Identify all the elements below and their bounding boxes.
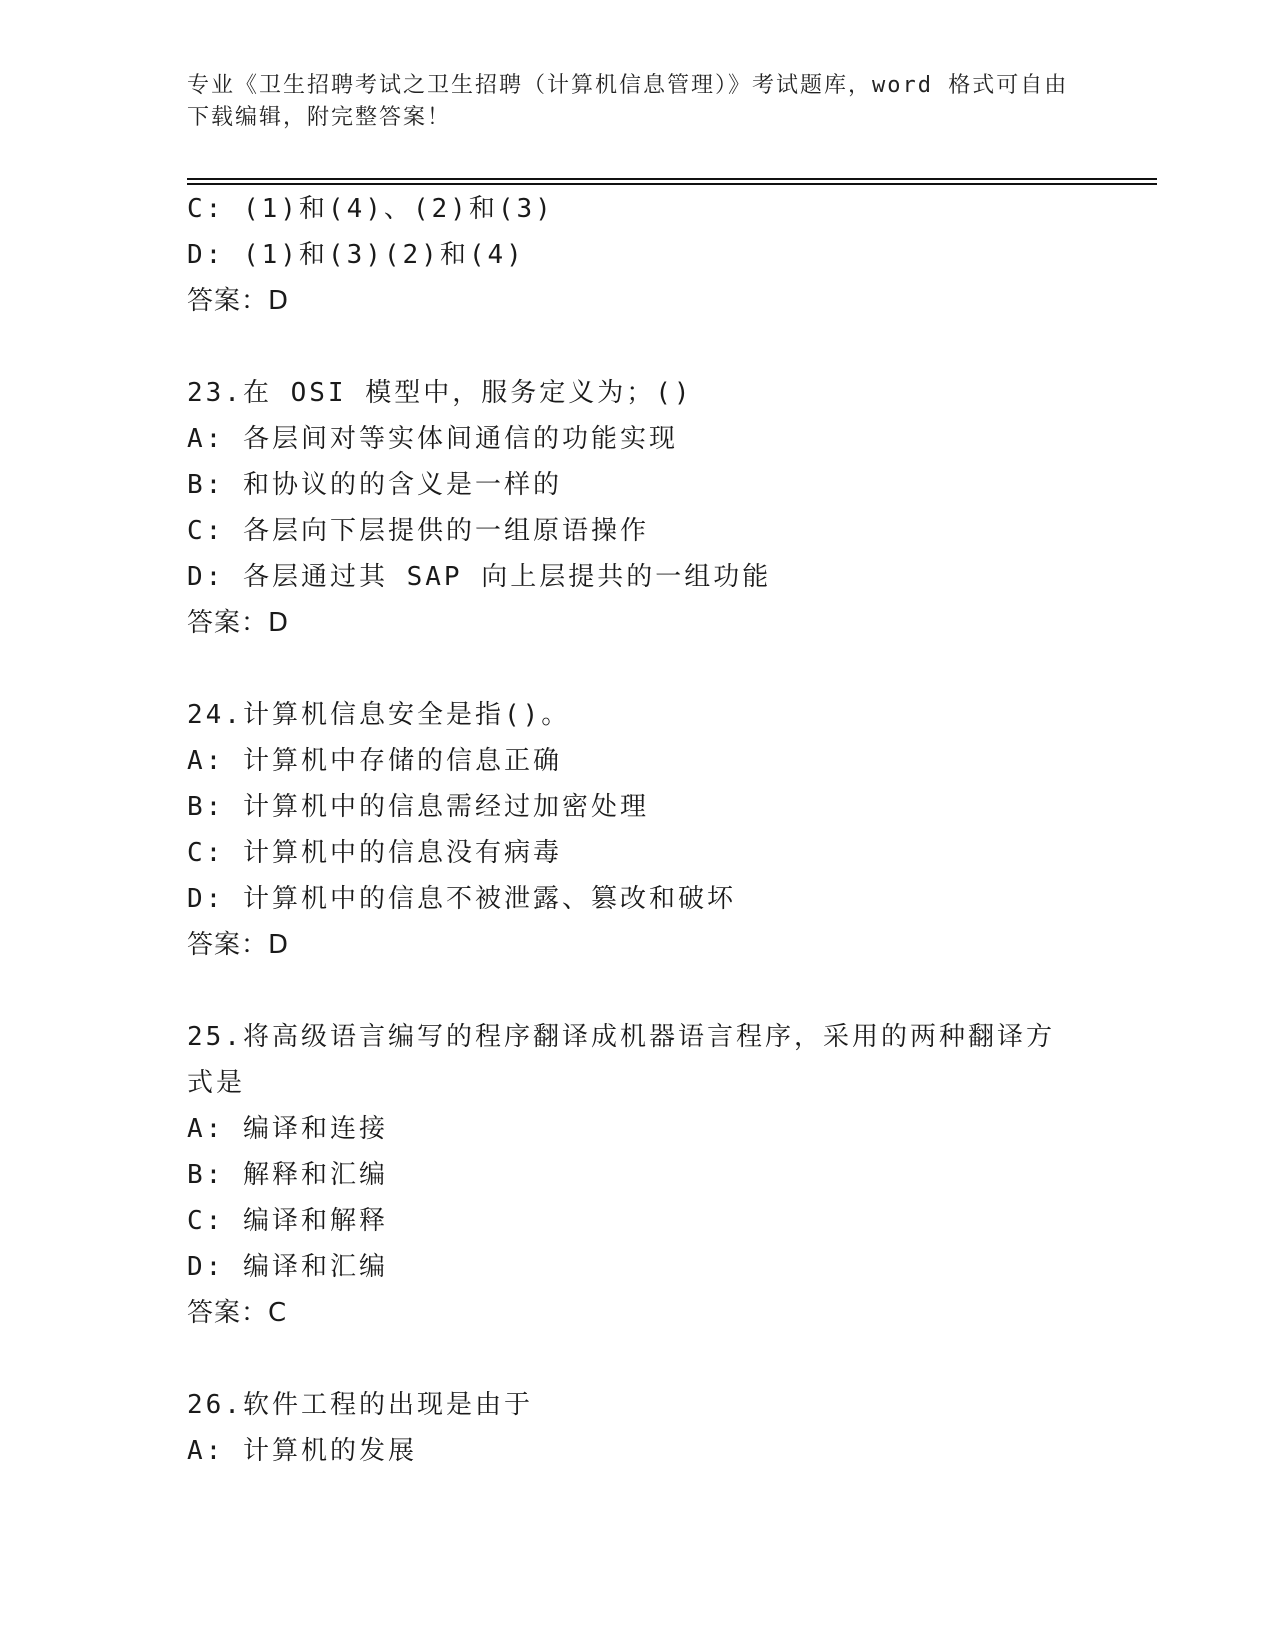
question-stem: 24.计算机信息安全是指()。 [187,700,571,730]
spacer [187,646,1087,692]
question-23 [187,370,1087,646]
question-25 [187,1014,1087,1336]
question-stem: 25.将高级语言编写的程序翻译成机器语言程序，采用的两种翻译方式是 [187,1022,1055,1098]
option-c: C: 各层向下层提供的一组原语操作 [187,516,649,546]
question-22-tail [187,186,1087,324]
option-b: B: 和协议的的含义是一样的 [187,470,562,500]
answer: 答案：D [187,286,290,316]
question-stem: 23.在 OSI 模型中，服务定义为；() [187,378,693,408]
question-list [187,186,1087,1474]
option-a: A: 计算机中存储的信息正确 [187,746,562,776]
answer: 答案：D [187,930,290,960]
option-b: B: 解释和汇编 [187,1160,388,1190]
option-d: D: 编译和汇编 [187,1252,388,1282]
spacer [187,968,1087,1014]
document-header: 专业《卫生招聘考试之卫生招聘（计算机信息管理）》考试题库，word 格式可自由下载编辑，附完整答案！ [187,73,1069,130]
question-26 [187,1382,1087,1474]
option-a: A: 编译和连接 [187,1114,388,1144]
answer: 答案：D [187,608,290,638]
question-stem: 26.软件工程的出现是由于 [187,1390,533,1420]
header-rule-bottom [187,183,1157,185]
option-c: C: 计算机中的信息没有病毒 [187,838,562,868]
option-d: D: 计算机中的信息不被泄露、篡改和破坏 [187,884,736,914]
answer: 答案：C [187,1298,288,1328]
spacer [187,324,1087,370]
spacer [187,1336,1087,1382]
header-rule-top [187,178,1157,180]
option-d: D: 各层通过其 SAP 向上层提共的一组功能 [187,562,772,592]
option-a: A: 各层间对等实体间通信的功能实现 [187,424,678,454]
option-c: C: 编译和解释 [187,1206,388,1236]
option-c: C: (1)和(4)、(2)和(3) [187,194,554,224]
option-d: D: (1)和(3)(2)和(4) [187,240,525,270]
question-24 [187,692,1087,968]
option-a: A: 计算机的发展 [187,1436,417,1466]
option-b: B: 计算机中的信息需经过加密处理 [187,792,649,822]
